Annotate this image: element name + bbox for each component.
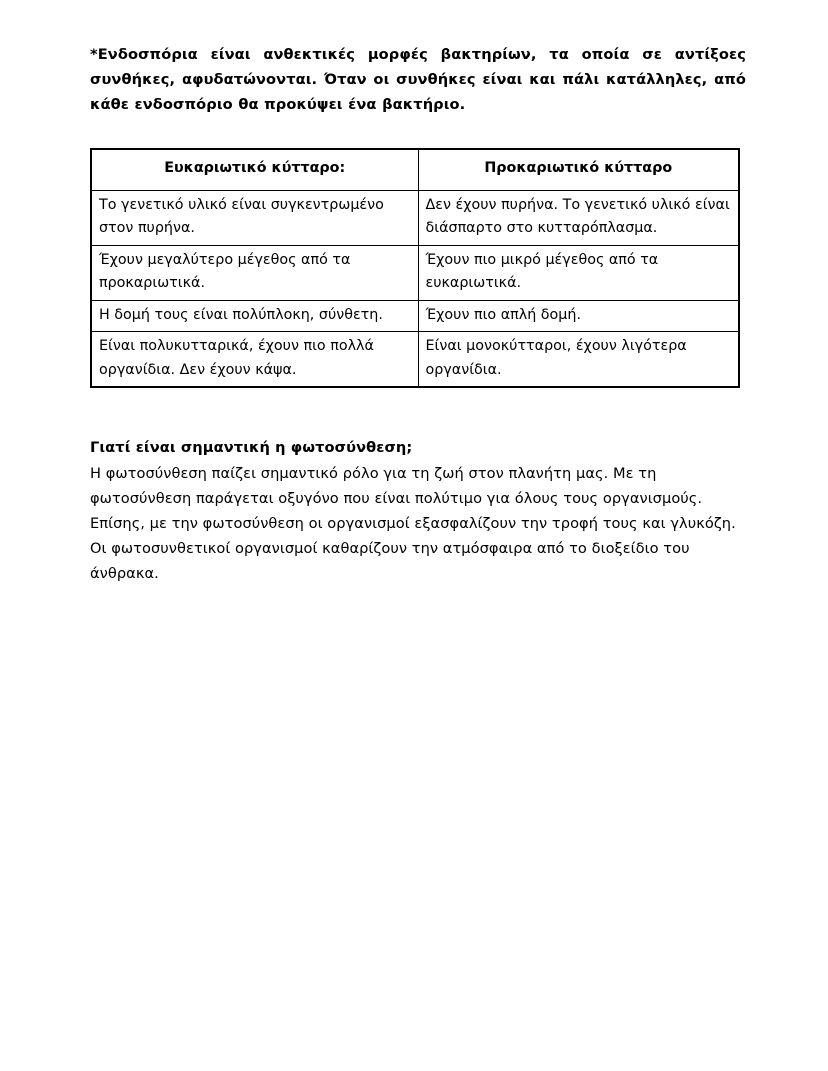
table-cell-eukaryotic: Η δομή τους είναι πολύπλοκη, σύνθετη. [91,300,418,332]
intro-paragraph: *Ενδοσπόρια είναι ανθεκτικές μορφές βακτηρίων, τα οποία σε αντίξοες συνθήκες, αφυδατώνονται. Όταν οι συνθήκες είναι και πάλι κατάλληλες, από κάθε ενδοσπόριο θα προκύψει ένα βακτήριο. [90,46,746,113]
column-header-prokaryotic: Προκαριωτικό κύτταρο [418,149,739,190]
comparison-table-wrapper [90,148,746,388]
table-row [91,332,739,388]
table-cell-prokaryotic: Έχουν πιο μικρό μέγεθος από τα ευκαριωτικά. [418,245,739,300]
table-cell-prokaryotic: Δεν έχουν πυρήνα. Το γενετικό υλικό είναι διάσπαρτο στο κυτταρόπλασμα. [418,190,739,245]
comparison-table [90,148,740,388]
table-header-row [91,149,739,190]
table-cell-eukaryotic: Το γενετικό υλικό είναι συγκεντρωμένο στον πυρήνα. [91,190,418,245]
body-line: Επίσης, με την φωτοσύνθεση οι οργανισμοί εξασφαλίζουν την τροφή τους και γλυκόζη. [90,515,736,532]
table-cell-prokaryotic: Έχουν πιο απλή δομή. [418,300,739,332]
body-line: άνθρακα. [90,565,159,582]
photosynthesis-section [90,436,746,586]
table-row [91,245,739,300]
body-line: Οι φωτοσυνθετικοί οργανισμοί καθαρίζουν την ατμόσφαιρα από το διοξείδιο του [90,540,690,557]
table-header [91,149,739,190]
document-content [90,42,746,586]
table-cell-prokaryotic: Είναι μονοκύτταροι, έχουν λιγότερα οργανίδια. [418,332,739,388]
table-row [91,190,739,245]
section-heading: Γιατί είναι σημαντική η φωτοσύνθεση; [90,439,413,456]
table-cell-eukaryotic: Είναι πολυκυτταρικά, έχουν πιο πολλά οργανίδια. Δεν έχουν κάψα. [91,332,418,388]
column-header-eukaryotic: Ευκαριωτικό κύτταρο: [91,149,418,190]
section-body [90,461,746,586]
table-body [91,190,739,387]
table-row [91,300,739,332]
table-cell-eukaryotic: Έχουν μεγαλύτερο μέγεθος από τα προκαριωτικά. [91,245,418,300]
body-line: Η φωτοσύνθεση παίζει σημαντικό ρόλο για τη ζωή στον πλανήτη μας. Με τη [90,465,657,482]
body-line: φωτοσύνθεση παράγεται οξυγόνο που είναι πολύτιμο για όλους τους οργανισμούς. [90,490,703,507]
